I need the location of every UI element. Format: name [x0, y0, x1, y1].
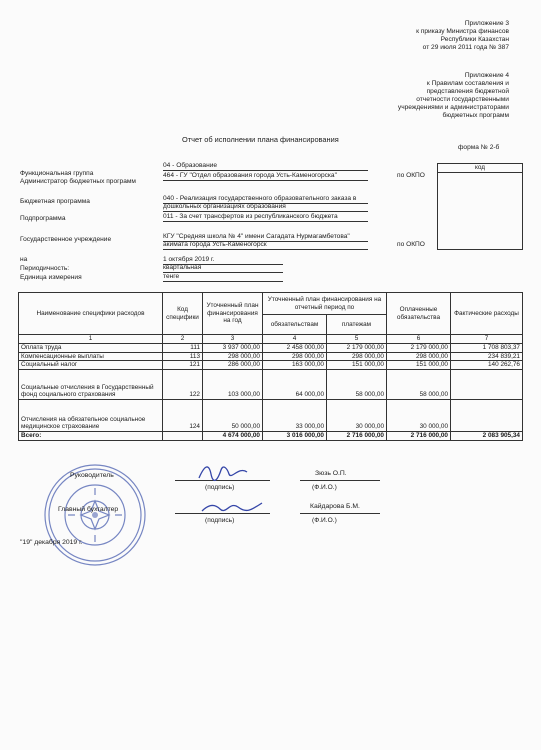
code-box-header: код — [438, 164, 522, 173]
row-payments: 58 000,00 — [327, 369, 387, 399]
institution-value-line2: акимата города Усть-Каменогорск — [163, 241, 368, 250]
functional-group-label: Функциональная группа — [20, 170, 94, 177]
row-plan-year: 50 000,00 — [203, 399, 263, 431]
col-number: 3 — [203, 335, 263, 344]
head-name-line — [300, 480, 380, 481]
header-obligations: обязательствам — [263, 315, 327, 335]
row-name: Оплата труда — [19, 344, 163, 353]
total-obligations: 3 016 000,00 — [263, 431, 327, 440]
row-code: 111 — [163, 344, 203, 353]
total-paid: 2 716 000,00 — [387, 431, 451, 440]
okpo-label-2: по ОКПО — [397, 241, 425, 248]
subprogram-label: Подпрограмма — [20, 215, 66, 222]
header-actual: Фактические расходы — [451, 293, 523, 335]
accountant-name-line — [300, 513, 380, 514]
period-label: Периодичность: — [20, 265, 70, 272]
row-name: Социальные отчисления в Государственный фонд социального страхования — [19, 369, 163, 399]
admin-value: 464 - ГУ "Отдел образования города Усть-Каменогорска" — [163, 172, 368, 181]
head-signature-caption: (подпись) — [205, 484, 235, 491]
row-plan-year: 3 937 000,00 — [203, 344, 263, 353]
table-row — [19, 344, 523, 353]
unit-value: тенге — [163, 273, 283, 282]
head-label: Руководитель — [70, 472, 114, 479]
row-name: Отчисления на обязательное социальное медицинское страхование — [19, 399, 163, 431]
row-paid: 2 179 000,00 — [387, 344, 451, 353]
row-obligations: 64 000,00 — [263, 369, 327, 399]
row-paid: 30 000,00 — [387, 399, 451, 431]
program-label: Бюджетная программа — [20, 198, 90, 205]
institution-value-line1: КГУ "Средняя школа № 4" имени Сагадата Нурмагамбетова" — [163, 233, 368, 242]
row-actual — [451, 369, 523, 399]
row-payments: 2 179 000,00 — [327, 344, 387, 353]
total-plan-year: 4 674 000,00 — [203, 431, 263, 440]
col-number: 2 — [163, 335, 203, 344]
row-code: 113 — [163, 352, 203, 361]
accountant-label: Главный бухгалтер — [58, 506, 119, 513]
row-plan-year: 103 000,00 — [203, 369, 263, 399]
okpo-label-1: по ОКПО — [397, 172, 425, 179]
col-number: 7 — [451, 335, 523, 344]
header-paid-obligations: Оплаченные обязательства — [387, 293, 451, 335]
row-payments: 30 000,00 — [327, 399, 387, 431]
row-code: 122 — [163, 369, 203, 399]
annex4-block: Приложение 4 к Правилам составления и представления бюджетной отчетности государственными учреждениями и администраторами бюджетных программ — [397, 72, 509, 119]
row-payments: 151 000,00 — [327, 361, 387, 370]
report-title: Отчет об исполнении плана финансирования — [182, 135, 339, 144]
head-signature — [195, 462, 255, 484]
header-plan-period: Уточненный план финансирования на отчетный период по — [263, 293, 387, 315]
row-actual: 1 708 803,37 — [451, 344, 523, 353]
row-paid: 298 000,00 — [387, 352, 451, 361]
table-row — [19, 361, 523, 370]
row-actual — [451, 399, 523, 431]
row-payments: 298 000,00 — [327, 352, 387, 361]
program-value-line2: дошкольных организациях образования — [163, 203, 368, 212]
annex3-block: Приложение 3 к приказу Министра финансов Республики Казахстан от 29 июля 2011 года № 387 — [416, 20, 509, 51]
code-box — [437, 163, 523, 250]
header-name: Наименование специфики расходов — [19, 293, 163, 335]
financing-table — [18, 292, 523, 441]
institution-label: Государственное учреждение — [20, 236, 112, 243]
row-obligations: 33 000,00 — [263, 399, 327, 431]
row-name: Компенсационные выплаты — [19, 352, 163, 361]
unit-label: Единица измерения — [20, 274, 82, 281]
col-number: 5 — [327, 335, 387, 344]
signature-date: "19" декабря 2019 г. — [20, 539, 83, 546]
table-row — [19, 352, 523, 361]
col-number: 6 — [387, 335, 451, 344]
row-code: 121 — [163, 361, 203, 370]
subprogram-value: 011 - За счет трансфертов из республиканского бюджета — [163, 213, 368, 222]
row-paid: 151 000,00 — [387, 361, 451, 370]
col-number: 1 — [19, 335, 163, 344]
period-value: квартальная — [163, 264, 283, 273]
column-numbers-row — [19, 335, 523, 344]
col-number: 4 — [263, 335, 327, 344]
row-code: 124 — [163, 399, 203, 431]
total-payments: 2 716 000,00 — [327, 431, 387, 440]
functional-group-value: 04 - Образование — [163, 162, 368, 171]
total-label: Всего: — [19, 431, 163, 440]
total-row — [19, 431, 523, 440]
date-label: на — [20, 256, 28, 263]
date-value: 1 октября 2019 г. — [163, 256, 283, 265]
row-actual: 140 262,76 — [451, 361, 523, 370]
row-plan-year: 286 000,00 — [203, 361, 263, 370]
accountant-signature-caption: (подпись) — [205, 517, 235, 524]
row-actual: 234 839,21 — [451, 352, 523, 361]
header-code: Код специфики — [163, 293, 203, 335]
row-name: Социальный налог — [19, 361, 163, 370]
row-plan-year: 298 000,00 — [203, 352, 263, 361]
accountant-name: Кайдарова Б.М. — [310, 503, 360, 510]
accountant-fio-caption: (Ф.И.О.) — [312, 517, 337, 524]
row-paid: 58 000,00 — [387, 369, 451, 399]
accountant-signature — [200, 497, 264, 519]
header-payments: платежам — [327, 315, 387, 335]
table-row — [19, 369, 523, 399]
row-obligations: 2 458 000,00 — [263, 344, 327, 353]
admin-label: Администратор бюджетных программ — [20, 178, 136, 185]
row-obligations: 163 000,00 — [263, 361, 327, 370]
row-obligations: 298 000,00 — [263, 352, 327, 361]
total-actual: 2 083 905,34 — [451, 431, 523, 440]
program-value-line1: 040 - Реализация государственного образовательного заказа в — [163, 195, 368, 204]
total-code — [163, 431, 203, 440]
form-number: форма № 2-б — [458, 144, 500, 151]
table-row — [19, 399, 523, 431]
head-fio-caption: (Ф.И.О.) — [312, 484, 337, 491]
header-plan-year: Уточненный план финансирования на год — [203, 293, 263, 335]
head-name: Зюзь О.П. — [315, 470, 347, 477]
